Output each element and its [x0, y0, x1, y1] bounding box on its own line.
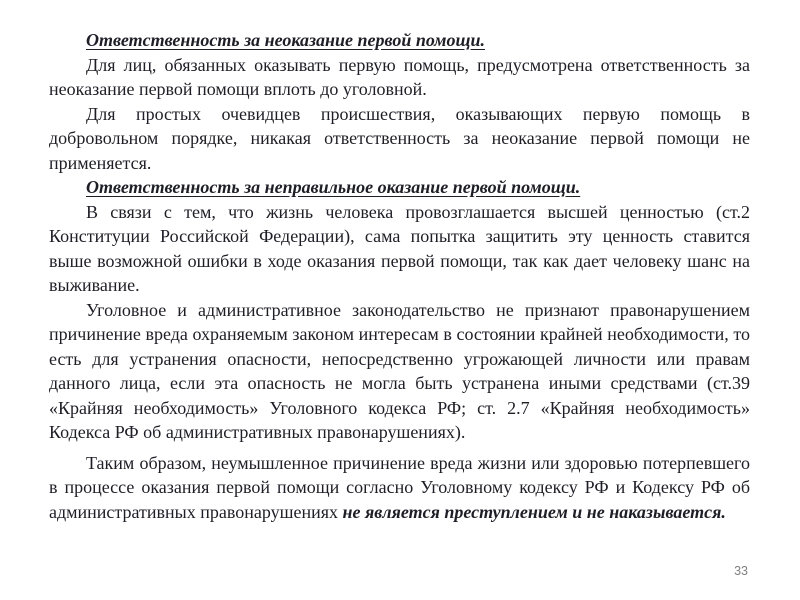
heading-liability-for-incorrect-aid: Ответственность за неправильное оказание первой помощи.	[86, 177, 581, 197]
slide-page-number: 33	[734, 564, 748, 578]
slide-text-block	[49, 28, 750, 524]
conclusion-emphasis-text: не является преступлением и не наказывается.	[342, 501, 726, 522]
heading-liability-for-failure-to-aid: Ответственность за неоказание первой помощи.	[86, 30, 486, 50]
paragraph-constitution-value-of-life: В связи с тем, что жизнь человека провозглашается высшей ценностью (ст.2 Конституции Российской Федерации), сама попытка защитить эту ценность ставится выше возможной ошибки в ходе оказания первой помощи, так как дает человеку шанс на выживание.	[49, 201, 750, 295]
paragraph-extreme-necessity-law: Уголовное и административное законодательство не признают правонарушением причинение вреда охраняемым законом интересам в состоянии крайней необходимости, то есть для устранения опасности, непосредственно угрожающей личности или правам данного лица, если эта опасность не могла быть устранена иными средствами (ст.39 «Крайняя необходимость» Уголовного кодекса РФ; ст. 2.7 «Крайняя необходимость» Кодекса РФ об административных правонарушениях).	[49, 299, 750, 442]
paragraph-voluntary-bystanders: Для простых очевидцев происшествия, оказывающих первую помощь в добровольном порядке, никакая ответственность за неоказание первой помощи не применяется.	[49, 103, 750, 173]
paragraph-obligated-persons: Для лиц, обязанных оказывать первую помощь, предусмотрена ответственность за неоказание первой помощи вплоть до уголовной.	[49, 54, 750, 99]
paragraph-conclusion	[49, 451, 750, 525]
conclusion-normal-text: Таким образом, неумышленное причинение вреда жизни или здоровью потерпевшего в процессе оказания первой помощи согласно Уголовному кодексу РФ и Кодексу РФ об административных правонарушениях	[49, 452, 750, 522]
